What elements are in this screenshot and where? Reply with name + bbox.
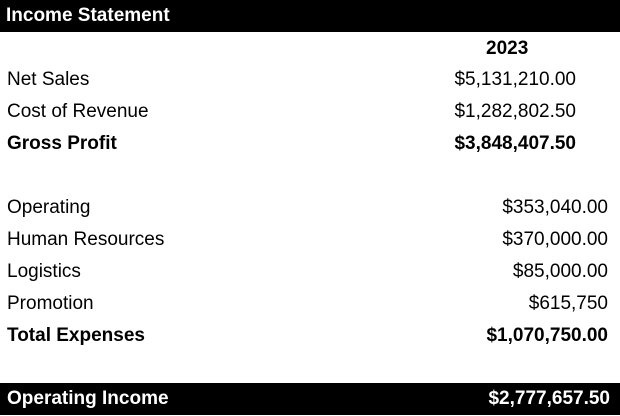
operating-income-label: Operating Income — [7, 388, 169, 409]
table-row-cost-of-revenue — [0, 96, 620, 128]
row-amount: $615,750 — [528, 293, 608, 314]
row-amount: $1,282,802.50 — [454, 101, 576, 122]
operating-income-amount: $2,777,657.50 — [488, 388, 610, 409]
row-label: Human Resources — [7, 229, 165, 250]
row-label: Cost of Revenue — [7, 101, 149, 122]
statement-title-banner — [0, 0, 620, 32]
row-amount: $1,070,750.00 — [486, 325, 608, 346]
operating-income-banner — [0, 383, 620, 415]
row-label: Total Expenses — [7, 325, 145, 346]
table-row-logistics — [0, 256, 620, 288]
row-label: Net Sales — [7, 69, 90, 90]
row-amount: $3,848,407.50 — [454, 133, 576, 154]
table-row-gross-profit — [0, 128, 620, 160]
year-column-header: 2023 — [486, 38, 529, 59]
statement-title: Income Statement — [6, 5, 170, 26]
table-row-operating — [0, 192, 620, 224]
row-amount: $370,000.00 — [502, 229, 608, 250]
row-label: Operating — [7, 197, 91, 218]
row-label: Promotion — [7, 293, 94, 314]
row-amount: $353,040.00 — [502, 197, 608, 218]
table-row-promotion — [0, 288, 620, 320]
table-row-net-sales — [0, 64, 620, 96]
table-row-human-resources — [0, 224, 620, 256]
table-row-total-expenses — [0, 320, 620, 352]
row-amount: $5,131,210.00 — [454, 69, 576, 90]
row-label: Gross Profit — [7, 133, 117, 154]
row-amount: $85,000.00 — [512, 261, 608, 282]
row-label: Logistics — [7, 261, 81, 282]
